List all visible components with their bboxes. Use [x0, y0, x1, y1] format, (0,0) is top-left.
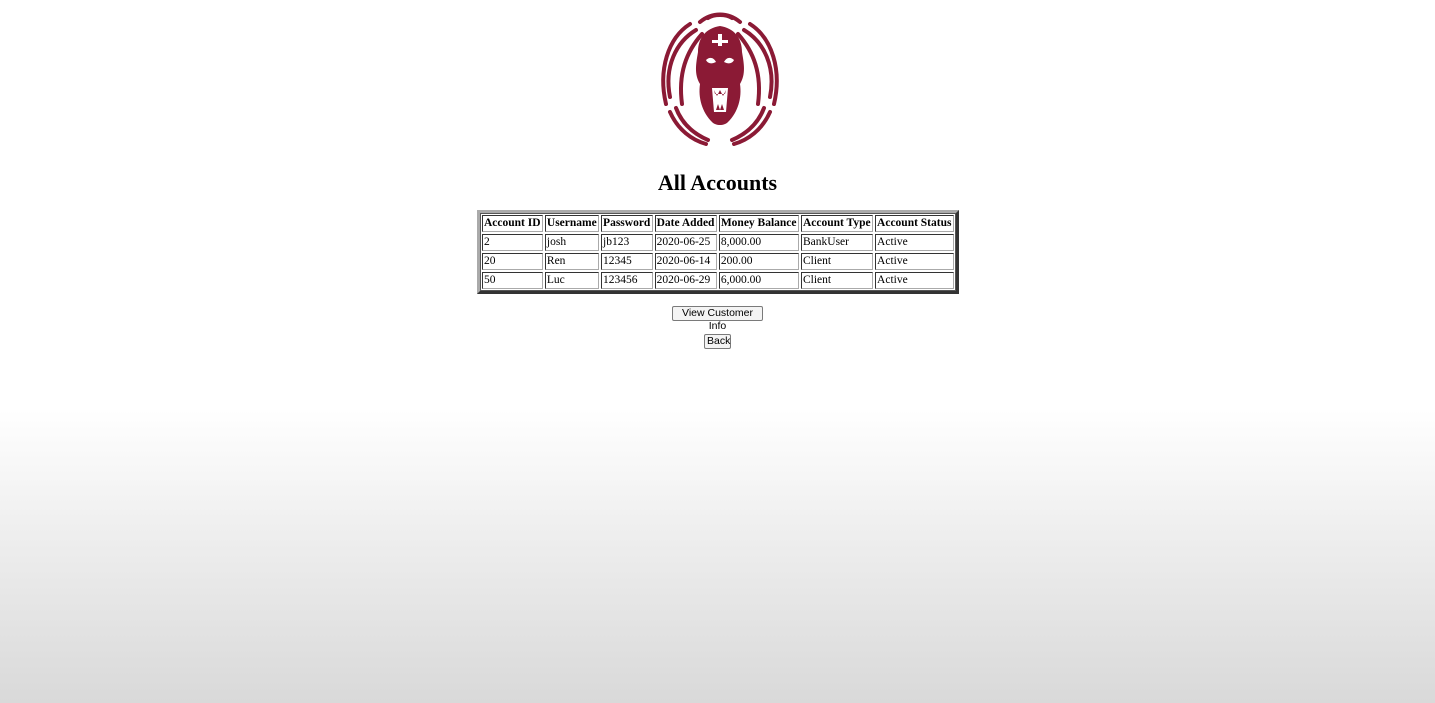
cell-username: josh [545, 234, 599, 251]
cell-account-type: BankUser [801, 234, 873, 251]
cell-date-added: 2020-06-14 [655, 253, 717, 270]
cell-account-status: Active [875, 234, 954, 251]
back-button[interactable]: Back [704, 334, 731, 349]
cell-password: 12345 [601, 253, 653, 270]
col-header-account-status: Account Status [875, 215, 954, 232]
cell-account-id: 50 [482, 272, 543, 289]
cell-date-added: 2020-06-25 [655, 234, 717, 251]
cell-account-id: 20 [482, 253, 543, 270]
table-header-row [482, 215, 954, 232]
col-header-username: Username [545, 215, 599, 232]
table-row [482, 234, 954, 251]
cell-account-status: Active [875, 272, 954, 289]
col-header-password: Password [601, 215, 653, 232]
accounts-table [477, 210, 959, 294]
cell-username: Ren [545, 253, 599, 270]
accounts-table-container [477, 210, 959, 294]
cell-username: Luc [545, 272, 599, 289]
cell-account-id: 2 [482, 234, 543, 251]
cell-money-balance: 200.00 [719, 253, 799, 270]
cell-password: 123456 [601, 272, 653, 289]
cell-account-status: Active [875, 253, 954, 270]
cell-money-balance: 6,000.00 [719, 272, 799, 289]
table-row [482, 253, 954, 270]
col-header-account-type: Account Type [801, 215, 873, 232]
cell-date-added: 2020-06-29 [655, 272, 717, 289]
col-header-money-balance: Money Balance [719, 215, 799, 232]
lion-head-icon [656, 12, 784, 146]
col-header-date-added: Date Added [655, 215, 717, 232]
col-header-account-id: Account ID [482, 215, 543, 232]
cell-password: jb123 [601, 234, 653, 251]
page-title: All Accounts [657, 170, 778, 195]
cell-account-type: Client [801, 253, 873, 270]
lion-logo [656, 12, 784, 146]
cell-money-balance: 8,000.00 [719, 234, 799, 251]
cell-account-type: Client [801, 272, 873, 289]
view-customer-info-button[interactable]: View Customer Info [672, 306, 763, 321]
table-row [482, 272, 954, 289]
